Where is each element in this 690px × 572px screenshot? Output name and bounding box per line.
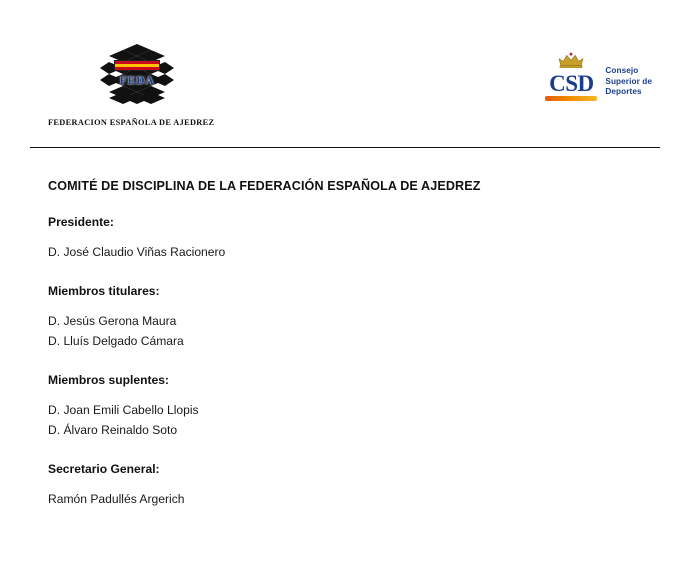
- list-item: D. Álvaro Reinaldo Soto: [48, 423, 178, 437]
- section-miembros-suplentes: [48, 373, 642, 440]
- section-names: [48, 242, 642, 262]
- section-names: [48, 311, 642, 351]
- csd-name-line-1: Consejo: [605, 66, 639, 75]
- section-miembros-titulares: [48, 284, 642, 351]
- section-heading: Miembros titulares:: [48, 284, 160, 298]
- list-item: Ramón Padullés Argerich: [48, 492, 185, 506]
- list-item: D. Jesús Gerona Maura: [48, 314, 177, 328]
- csd-name-line-3: Deportes: [605, 87, 642, 97]
- csd-underline: [545, 96, 597, 101]
- page-title: COMITÉ DE DISCIPLINA DE LA FEDERACIÓN ESPAÑOLA DE AJEDREZ: [48, 179, 481, 193]
- federation-caption: FEDERACION ESPAÑOLA DE AJEDREZ: [48, 118, 215, 127]
- list-item: D. Joan Emili Cabello Llopis: [48, 403, 199, 417]
- document-body: [0, 148, 690, 509]
- csd-name-line-2: Superior de: [605, 76, 652, 86]
- spanish-flag-icon: [114, 60, 160, 71]
- section-presidente: [48, 215, 642, 262]
- section-heading: Miembros suplentes:: [48, 373, 169, 387]
- section-heading: Secretario General:: [48, 462, 160, 476]
- feda-wordmark: FEDA: [119, 73, 155, 87]
- section-heading: Presidente:: [48, 215, 114, 229]
- csd-acronym: CSD: [549, 71, 594, 96]
- csd-logo: [544, 52, 652, 101]
- federation-logo: [48, 44, 248, 127]
- section-secretario-general: [48, 462, 642, 509]
- header-divider: [30, 147, 660, 148]
- chess-board-icon: [100, 44, 174, 106]
- crown-icon: [554, 52, 588, 69]
- list-item: D. Lluís Delgado Cámara: [48, 334, 184, 348]
- csd-acronym-block: [544, 52, 598, 101]
- document-header: [0, 0, 690, 148]
- list-item: D. José Claudio Viñas Racionero: [48, 245, 226, 259]
- csd-name: [605, 52, 652, 98]
- section-names: [48, 400, 642, 440]
- section-names: [48, 489, 642, 509]
